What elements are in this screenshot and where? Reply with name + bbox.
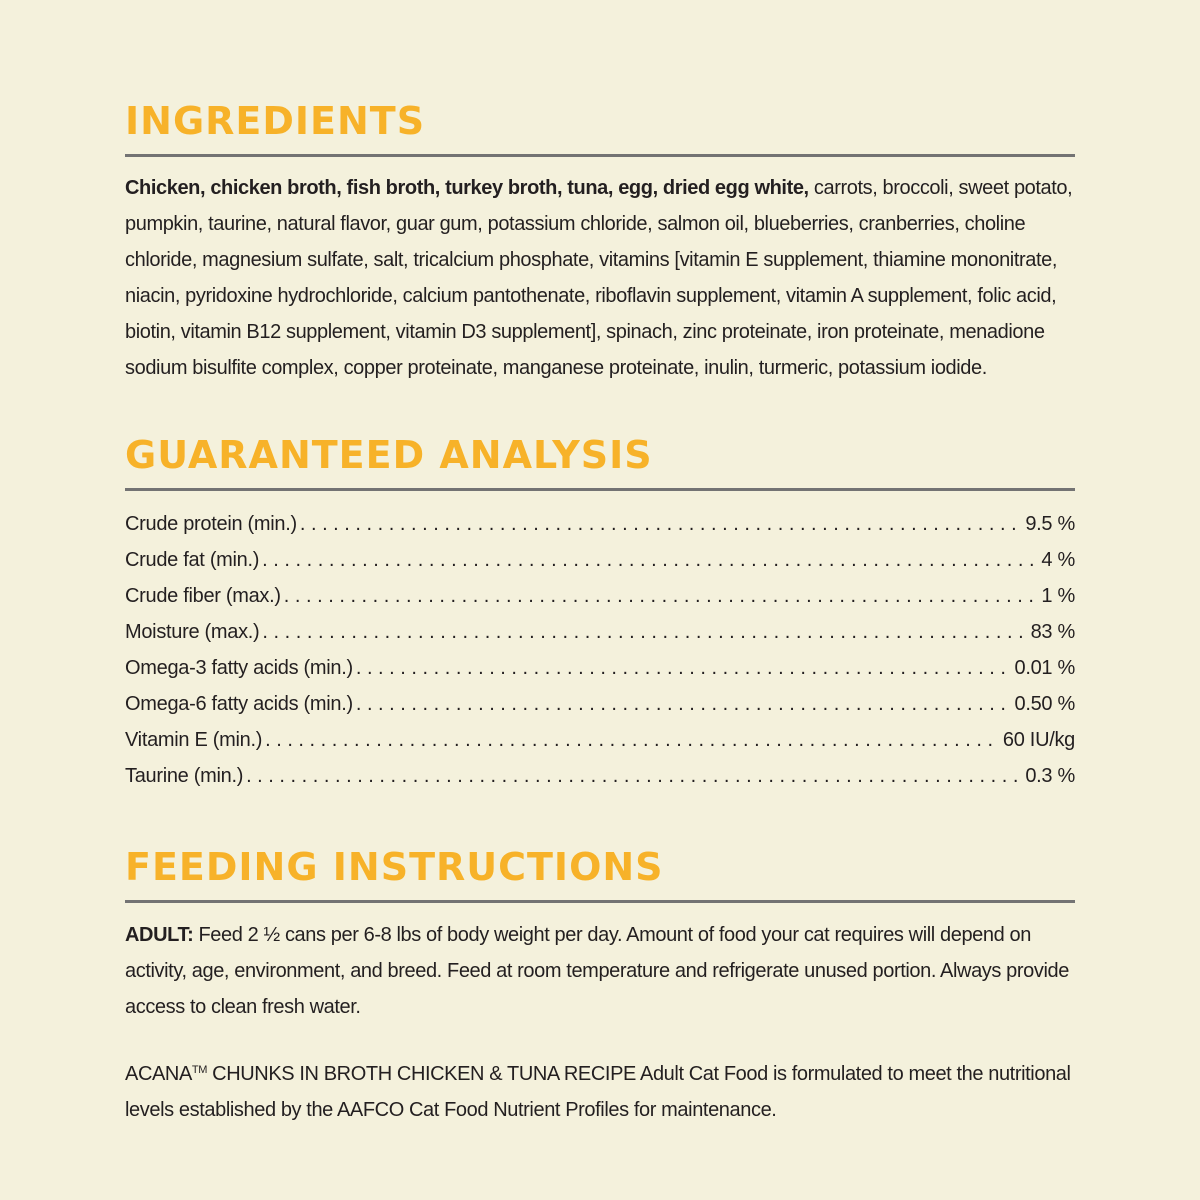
analysis-value: 1 % [1041,585,1075,607]
analysis-label: Crude protein (min.) [125,513,297,535]
analysis-label: Vitamin E (min.) [125,729,263,751]
analysis-section [125,432,1075,794]
ingredients-section [125,98,1075,386]
leader-dots [262,542,1038,578]
analysis-value: 9.5 % [1025,513,1075,535]
analysis-label: Omega-6 fatty acids (min.) [125,693,353,715]
leader-dots [300,506,1023,542]
analysis-divider [125,488,1075,491]
ingredients-bold-text: Chicken, chicken broth, fish broth, turkey broth, tuna, egg, dried egg white, [125,177,809,199]
analysis-row [125,686,1075,722]
analysis-value: 0.01 % [1014,657,1075,679]
ingredients-text [125,170,1075,386]
leader-dots [246,758,1022,794]
aafco-statement [125,1052,1075,1128]
analysis-label: Taurine (min.) [125,765,244,787]
trademark-symbol: TM [191,1064,208,1076]
ingredients-regular-text: carrots, broccoli, sweet potato, pumpkin, taurine, natural flavor, guar gum, potassium chloride, salmon oil, blueberries, cranberries, choline chloride, magnesium sulfate, salt, tricalcium phosphate, vitamins [vitamin E supplement, thiamine mononitrate, niacin, pyridoxine hydrochloride, calcium pantothenate, riboflavin supplement, vitamin A supplement, folic acid, biotin, vitamin B12 supplement, vitamin D3 supplement], spinach, zinc proteinate, iron proteinate, menadione sodium bisulfite complex, copper proteinate, manganese proteinate, inulin, turmeric, potassium iodide. [125,177,1073,379]
analysis-value: 83 % [1030,621,1075,643]
analysis-row [125,650,1075,686]
feeding-section [125,844,1075,1128]
feeding-heading: FEEDING INSTRUCTIONS [125,845,664,889]
analysis-value: 4 % [1041,549,1075,571]
analysis-row [125,578,1075,614]
analysis-row [125,506,1075,542]
analysis-row [125,758,1075,794]
analysis-label: Crude fat (min.) [125,549,260,571]
leader-dots [356,650,1012,686]
ingredients-divider [125,154,1075,157]
leader-dots [284,578,1039,614]
leader-dots [262,614,1027,650]
analysis-row [125,614,1075,650]
analysis-row [125,542,1075,578]
analysis-row [125,722,1075,758]
adult-label: ADULT: [125,924,194,946]
analysis-label: Crude fiber (max.) [125,585,281,607]
statement-text: CHUNKS IN BROTH CHICKEN & TUNA RECIPE Adult Cat Food is formulated to meet the nutritional levels established by the AAFCO Cat Food Nutrient Profiles for maintenance. [125,1063,1071,1121]
analysis-label: Moisture (max.) [125,621,260,643]
feeding-adult-text [125,917,1075,1025]
leader-dots [356,686,1012,722]
analysis-value: 0.50 % [1014,693,1075,715]
adult-instructions: Feed 2 ½ cans per 6-8 lbs of body weight per day. Amount of food your cat requires will depend on activity, age, environment, and breed. Feed at room temperature and refrigerate unused portion. Always provide access to clean fresh water. [125,924,1069,1018]
leader-dots [265,722,1000,758]
analysis-value: 60 IU/kg [1002,729,1075,751]
analysis-value: 0.3 % [1025,765,1075,787]
analysis-heading: GUARANTEED ANALYSIS [125,433,653,477]
feeding-divider [125,900,1075,903]
analysis-label: Omega-3 fatty acids (min.) [125,657,353,679]
ingredients-heading: INGREDIENTS [125,99,426,143]
analysis-table [125,506,1075,794]
brand-name: ACANA [125,1063,192,1085]
